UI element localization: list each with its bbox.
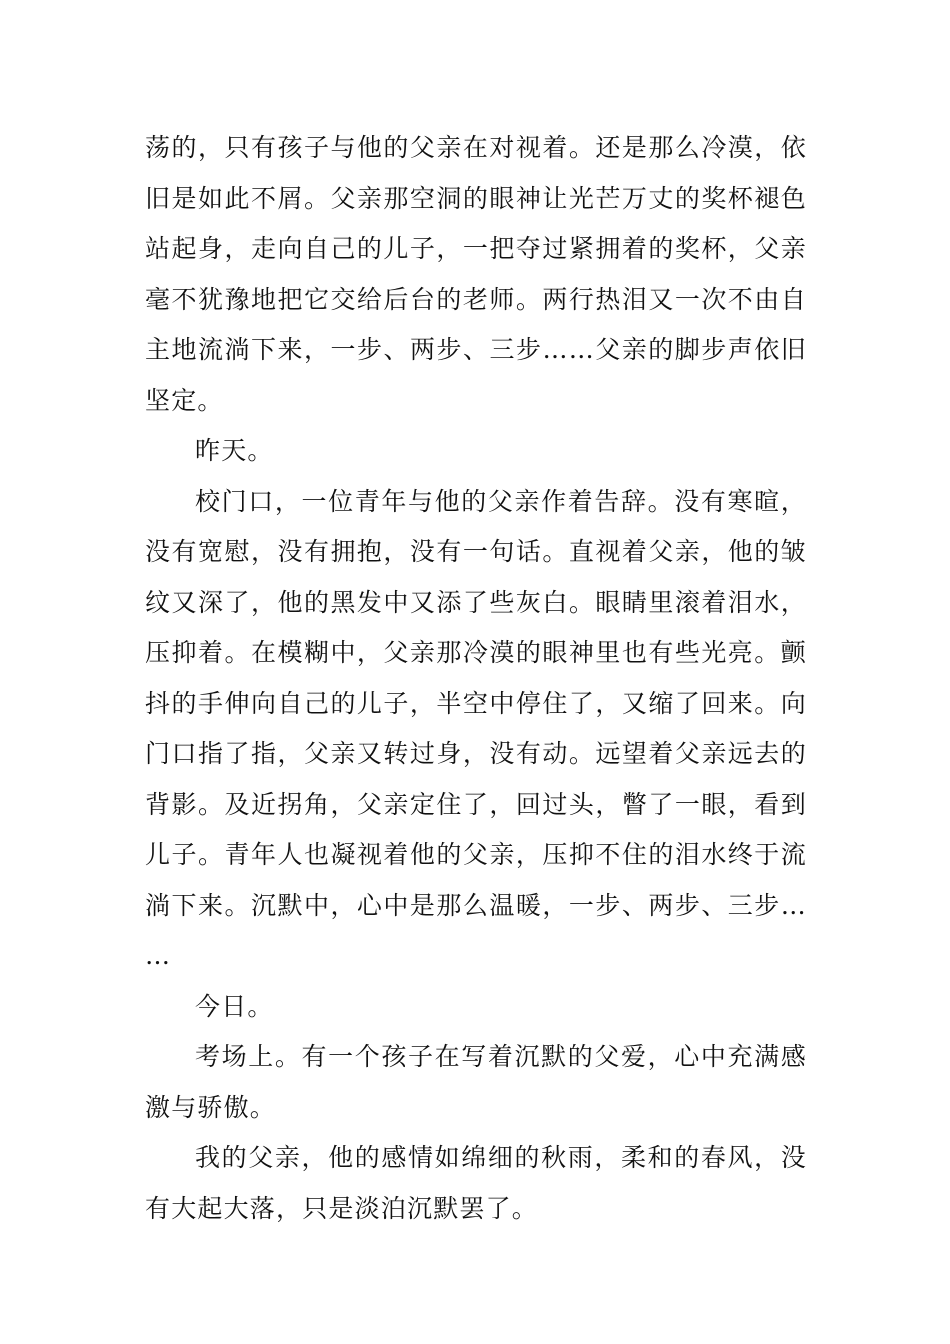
text-line: 激与骄傲。 [145, 1092, 277, 1122]
text-line: 纹又深了，他的黑发中又添了些灰白。眼睛里滚着泪水， [145, 587, 807, 617]
text-line: 有大起大落，只是淡泊沉默罢了。 [145, 1193, 539, 1223]
text-line: 淌下来。沉默中，心中是那么温暖，一步、两步、三步… [145, 890, 807, 920]
text-line: 没有宽慰，没有拥抱，没有一句话。直视着父亲，他的皱 [145, 537, 807, 566]
essay-text [145, 123, 807, 1234]
text-line: 压抑着。在模糊中，父亲那冷漠的眼神里也有些光亮。颤 [145, 638, 807, 667]
text-line: 儿子。青年人也凝视着他的父亲，压抑不住的泪水终于流 [145, 840, 807, 869]
text-line: 坚定。 [145, 385, 224, 415]
section-heading-yesterday: 昨天。 [195, 436, 274, 465]
text-line: 门口指了指，父亲又转过身，没有动。远望着父亲远去的 [145, 739, 807, 768]
text-line: 荡的，只有孩子与他的父亲在对视着。还是那么冷漠，依 [145, 133, 807, 162]
text-line: 主地流淌下来，一步、两步、三步……父亲的脚步声依旧 [145, 335, 807, 364]
section-heading-today: 今日。 [195, 991, 274, 1021]
text-line: 毫不犹豫地把它交给后台的老师。两行热泪又一次不由自 [145, 284, 807, 314]
text-line: … [145, 941, 172, 970]
text-line: 考场上。有一个孩子在写着沉默的父爱，心中充满感 [195, 1042, 807, 1071]
text-line: 旧是如此不屑。父亲那空洞的眼神让光芒万丈的奖杯褪色 [145, 183, 807, 213]
text-line: 我的父亲，他的感情如绵细的秋雨，柔和的春风，没 [195, 1143, 807, 1172]
text-line: 背影。及近拐角，父亲定住了，回过头，瞥了一眼，看到 [145, 789, 807, 819]
text-line: 抖的手伸向自己的儿子，半空中停住了，又缩了回来。向 [145, 688, 807, 718]
text-line: 站起身，走向自己的儿子，一把夺过紧拥着的奖杯，父亲 [145, 234, 807, 263]
text-line: 校门口，一位青年与他的父亲作着告辞。没有寒暄， [195, 486, 807, 516]
